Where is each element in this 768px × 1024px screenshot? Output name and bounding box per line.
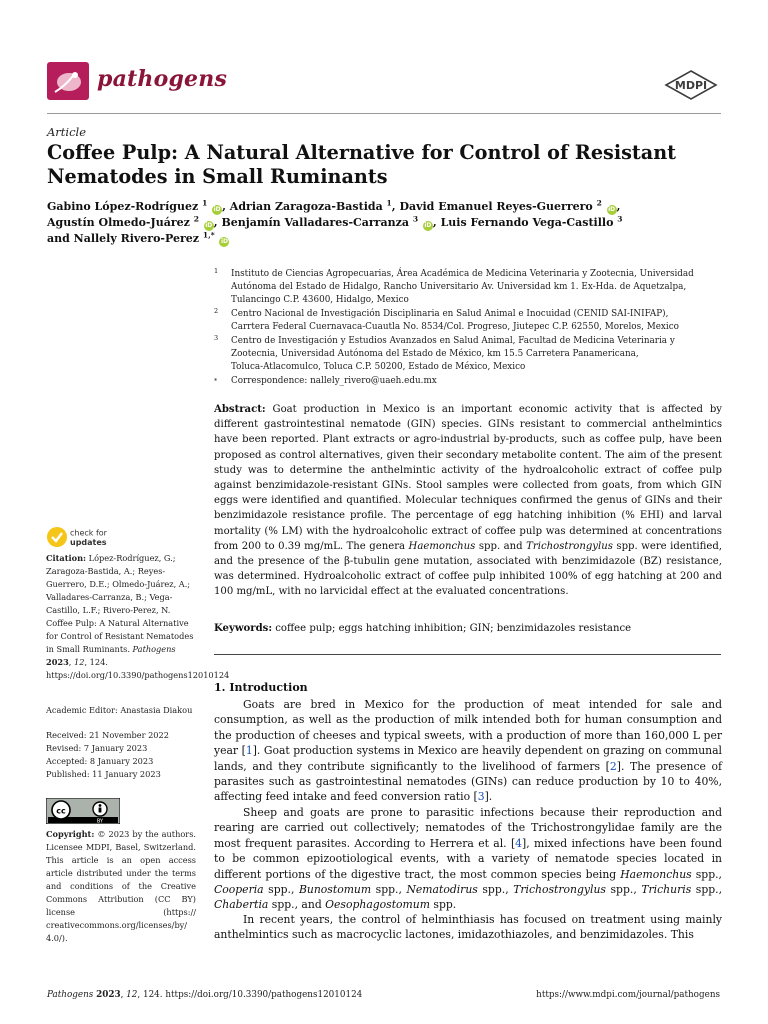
affiliation-text: Centro Nacional de Investigación Disciplinaria en Salud Animal e Inocuidad (CENID SAI-INIFAP),	[231, 309, 669, 319]
affiliation	[214, 308, 724, 334]
check-updates-line2: updates	[70, 538, 107, 547]
genus-name: Trichuris	[641, 883, 692, 897]
genus-name: Oesophagostomum	[325, 898, 430, 912]
orcid-icon[interactable]: iD	[424, 222, 432, 229]
genus-name: Haemonchus	[620, 867, 692, 881]
check-updates-line1: check for	[70, 528, 107, 538]
copyright-label: Copyright:	[46, 829, 95, 839]
author-affiliation: 1,*	[202, 230, 215, 240]
affiliation-number: 1	[214, 267, 219, 275]
author-affiliation: 1	[386, 198, 392, 208]
author-affiliation: 3	[617, 214, 623, 224]
keywords-text: coffee pulp; eggs hatching inhibition; GIN; benzimidazoles resistance	[275, 623, 632, 634]
genus-name: Bunostomum	[298, 883, 372, 897]
abstract-label: Abstract:	[214, 404, 266, 415]
author-line: Agustín Olmedo-Juárez $^2$ iD, Benjamín Valladares-Carranza $^3$ iD, Luis Fernando Vega-Castillo $^3$	[47, 214, 623, 229]
citation-journal: Pathogens	[132, 644, 176, 654]
affiliation-number: 3	[214, 334, 219, 342]
author-name[interactable]: Luis Fernando Vega-Castillo	[440, 216, 614, 229]
affiliation	[214, 335, 724, 374]
author-affiliation: 3	[412, 214, 419, 224]
author-line: Gabino López-Rodríguez $^1$ iD, Adrian Zaragoza-Bastida $^1$, David Emanuel Reyes-Guerrero $^2$ iD,	[47, 198, 621, 213]
check-updates-icon	[47, 527, 67, 547]
orcid-icon[interactable]: iD	[608, 206, 616, 213]
keywords	[214, 621, 722, 636]
keywords-label: Keywords:	[214, 623, 273, 634]
abstract-text: Goat production in Mexico is an important economic activity that is affected by different gastrointestinal nematode (GIN) species. GINs resistant to commercial anthelmintics have been reported. Plant extracts or agro-industrial by-products, such as coffee pulp, have been proposed as control alternatives, given their secondary metabolite content. The aim of the present study was to determine the anthelmintic activity of the hydroalcoholic extract of coffee pulp against benzimidazole-resistant GINs. Stool samples were collected from goats, from which GIN eggs were identified and quantified. Molecular techniques confirmed the genus of GINs and their benzimidazole resistance profile. The percentage of egg hatching inhibition (% EHI) and larval mortality (% LM) with the hydroalcoholic extract of coffee pulp was determined at concentrations from 200 to 0.39 mg/mL. The genera	[214, 404, 722, 552]
citation-block: Citation: López-Rodríguez, G.; Zaragoza-Bastida, A.; Reyes-Guerrero, D.E.; Olmedo-Juárez, A.; Valladares-Carranza, B.; Vega-Castillo, L.F.; Rivero-Perez, N. Coffee Pulp: A Natural Alternative for Control of Resistant Nematodes in Small Ruminants. Pathogens 2023, 12, 124. https://doi.org/10.3390/pathogens12010124	[46, 553, 230, 680]
genus-name: Nematodirus	[406, 883, 478, 897]
orcid-icon[interactable]: iD	[205, 222, 213, 229]
author-name[interactable]: and Nallely Rivero-Perez	[47, 232, 200, 245]
genus-name: Cooperia	[214, 883, 264, 897]
keywords-divider	[214, 654, 721, 655]
footer-doi[interactable]: 124. https://doi.org/10.3390/pathogens12010124	[142, 990, 363, 1000]
affiliation-text: Instituto de Ciencias Agropecuarias, Área Académica de Medicina Veterinaria y Zootecnia, Universidad	[231, 269, 694, 279]
body-paragraph: Goats are bred in Mexico for the production of meat intended for sale and consumption, as well as the production of milk intended both for human consumption and the production of cheeses and typical sweets, with a production of more than 160,000 L per year [1]. Goat production systems in Mexico are heavily dependent on grazing on communal lands, and they contribute significantly to the livelihood of farmers [2]. The presence of parasites such as gastrointestinal nematodes (GINs) can reduce production by 10 to 40%, affecting feed intake and feed conversion ratio [3].	[214, 698, 723, 804]
correspondence-email[interactable]: Correspondence: nallely_rivero@uaeh.edu.mx	[231, 376, 437, 386]
affiliation-number: 2	[214, 307, 219, 315]
cc-by-license-badge[interactable]	[46, 798, 120, 824]
affiliation-text: Carrtera Federal Cuernavaca-Cuautla No. 8534/Col. Progreso, Jiutepec C.P. 62550, Morelos, Mexico	[231, 322, 679, 332]
title-line: Nematodes in Small Ruminants	[47, 165, 388, 188]
footer-volume: 12	[126, 990, 138, 1000]
footer-journal-url[interactable]: https://www.mdpi.com/journal/pathogens	[536, 990, 720, 1000]
citation-text: López-Rodríguez, G.; Zaragoza-Bastida, A.; Reyes-Guerrero, D.E.; Olmedo-Juárez, A.; Valladares-Carranza, B.; Vega-Castillo, L.F.; Rivero-Perez, N. Coffee Pulp: A Natural Alternative for Control of Resistant Nematodes in Small Ruminants.	[46, 553, 194, 654]
footer-year: 2023	[96, 990, 121, 1000]
orcid-icon[interactable]: iD	[213, 206, 221, 213]
academic-editor: Academic Editor: Anastasia Diakou	[46, 705, 193, 715]
citation-volume: 12	[74, 657, 85, 667]
author-affiliation: 2	[596, 198, 602, 208]
pathogens-logo-icon	[47, 62, 89, 100]
citation-link[interactable]: 4	[515, 836, 523, 850]
check-for-updates-badge[interactable]	[46, 526, 126, 548]
citation-doi[interactable]: 124. https://doi.org/10.3390/pathogens12010124	[46, 657, 230, 680]
accepted-date: Accepted: 8 January 2023	[46, 756, 154, 766]
footer-journal: Pathogens	[47, 990, 94, 1000]
mdpi-logo-text: MDPI	[674, 79, 708, 92]
mdpi-logo-icon	[664, 70, 718, 100]
abstract: Abstract: Goat production in Mexico is an important economic activity that is affected by different gastrointestinal nematode (GIN) species. GINs resistant to commercial anthelmintics have been reported. Plant extracts or agro-industrial by-products, such as coffee pulp, have been proposed as control alternatives, given their secondary metabolite content. The aim of the present study was to determine the anthelmintic activity of the hydroalcoholic extract of coffee pulp against benzimidazole-resistant GINs. Stool samples were collected from goats, from which GIN eggs were identified and quantified. Molecular techniques confirmed the genus of GINs and their benzimidazole resistance profile. The percentage of egg hatching inhibition (% EHI) and larval mortality (% LM) with the hydroalcoholic extract of coffee pulp was determined at concentrations from 200 to 0.39 mg/mL. The genera Haemonchus spp. and Trichostrongylus spp. were identified, and the presence of the β-tubulin gene mutation, associated with benzimidazole (BZ) resistance, was determined. Hydroalcoholic extract of coffee pulp inhibited 100% of egg hatching at 200 and 100 mg/mL, with no larvicidal effect at the evaluated concentrations.	[214, 404, 722, 598]
title-line: Coffee Pulp: A Natural Alternative for Control of Resistant	[47, 141, 677, 164]
citation-link[interactable]: 2	[609, 759, 617, 773]
author-line	[47, 231, 727, 247]
affiliation-text: Tulancingo C.P. 43600, Hidalgo, Mexico	[231, 295, 409, 305]
revised-date: Revised: 7 January 2023	[46, 743, 148, 753]
copyright-block	[46, 828, 196, 945]
body-paragraph: Sheep and goats are prone to parasitic infections because their reproduction and rearing are carried out collectively; nematodes of the Trichostrongylidae family are the most frequent parasites. According to Herrera et al. [4], mixed infections have been found to be common epizootiological events, with a variety of nematode species located in different portions of the digestive tract, the most common species being Haemonchus spp., Cooperia spp., Bunostomum spp., Nematodirus spp., Trichostrongylus spp., Trichuris spp., Chabertia spp., and Oesophagostomum spp.	[214, 806, 723, 912]
svg-text:cc: cc	[56, 806, 66, 816]
correspondence	[214, 375, 724, 388]
citation-year: 2023	[46, 657, 69, 667]
affiliation-number: *	[214, 377, 218, 385]
citation-label: Citation:	[46, 553, 87, 563]
received-date: Received: 21 November 2022	[46, 730, 169, 740]
author-affiliation: 2	[193, 214, 199, 224]
affiliation	[214, 268, 724, 307]
journal-name: pathogens	[97, 66, 228, 92]
citation-link[interactable]: 1	[245, 744, 253, 758]
author-name[interactable]: Gabino López-Rodríguez	[47, 200, 199, 213]
author-name[interactable]: Agustín Olmedo-Juárez	[47, 216, 190, 229]
cc-by-text: BY	[96, 818, 104, 824]
footer-citation: Pathogens 2023, 12, 124. https://doi.org/10.3390/pathogens12010124	[47, 990, 363, 1000]
published-date: Published: 11 January 2023	[46, 769, 161, 779]
genus-name: Trichostrongylus	[513, 883, 606, 897]
header-divider	[47, 113, 721, 114]
affiliation-text: Toluca-Atlacomulco, Toluca C.P. 50200, Estado de México, Mexico	[231, 362, 526, 372]
genus-name: Chabertia	[214, 898, 269, 912]
author-name[interactable]: Benjamín Valladares-Carranza	[221, 216, 409, 229]
citation-link[interactable]: 3	[477, 790, 485, 804]
affiliation-text: Autónoma del Estado de Hidalgo, Rancho Universitario Av. Universidad km 1. Ex-Hda. de Aquetzalpa,	[231, 282, 687, 292]
orcid-icon[interactable]: iD	[220, 238, 228, 245]
copyright-text: © 2023 by the authors. Licensee MDPI, Basel, Switzerland. This article is an open access article distributed under the terms and conditions of the Creative Commons Attribution (CC BY) license (https:// creativecommons.org/licenses/by/ 4.0/).	[46, 829, 196, 943]
article-type: Article	[47, 125, 87, 139]
genus-name: Trichostrongylus	[526, 540, 613, 552]
section-heading: 1. Introduction	[214, 681, 308, 694]
affiliation-text: Zootecnia, Universidad Autónoma del Estado de México, km 15.5 Carretera Panamericana,	[231, 349, 639, 359]
affiliation-text: Centro de Investigación y Estudios Avanzados en Salud Animal, Facultad de Medicina Veterinaria y	[231, 336, 675, 346]
body-paragraph: In recent years, the control of helminthiasis has focused on treatment using mainly anthelmintics such as macrocyclic lactones, imidazothiazoles, and benzimidazoles. This	[214, 913, 722, 942]
genus-name: Haemonchus	[408, 540, 476, 552]
author-name[interactable]: Adrian Zaragoza-Bastida	[229, 200, 383, 213]
author-name[interactable]: David Emanuel Reyes-Guerrero	[399, 200, 593, 213]
dates-block	[46, 729, 196, 781]
article-title	[47, 141, 717, 189]
author-affiliation: 1	[202, 198, 208, 208]
